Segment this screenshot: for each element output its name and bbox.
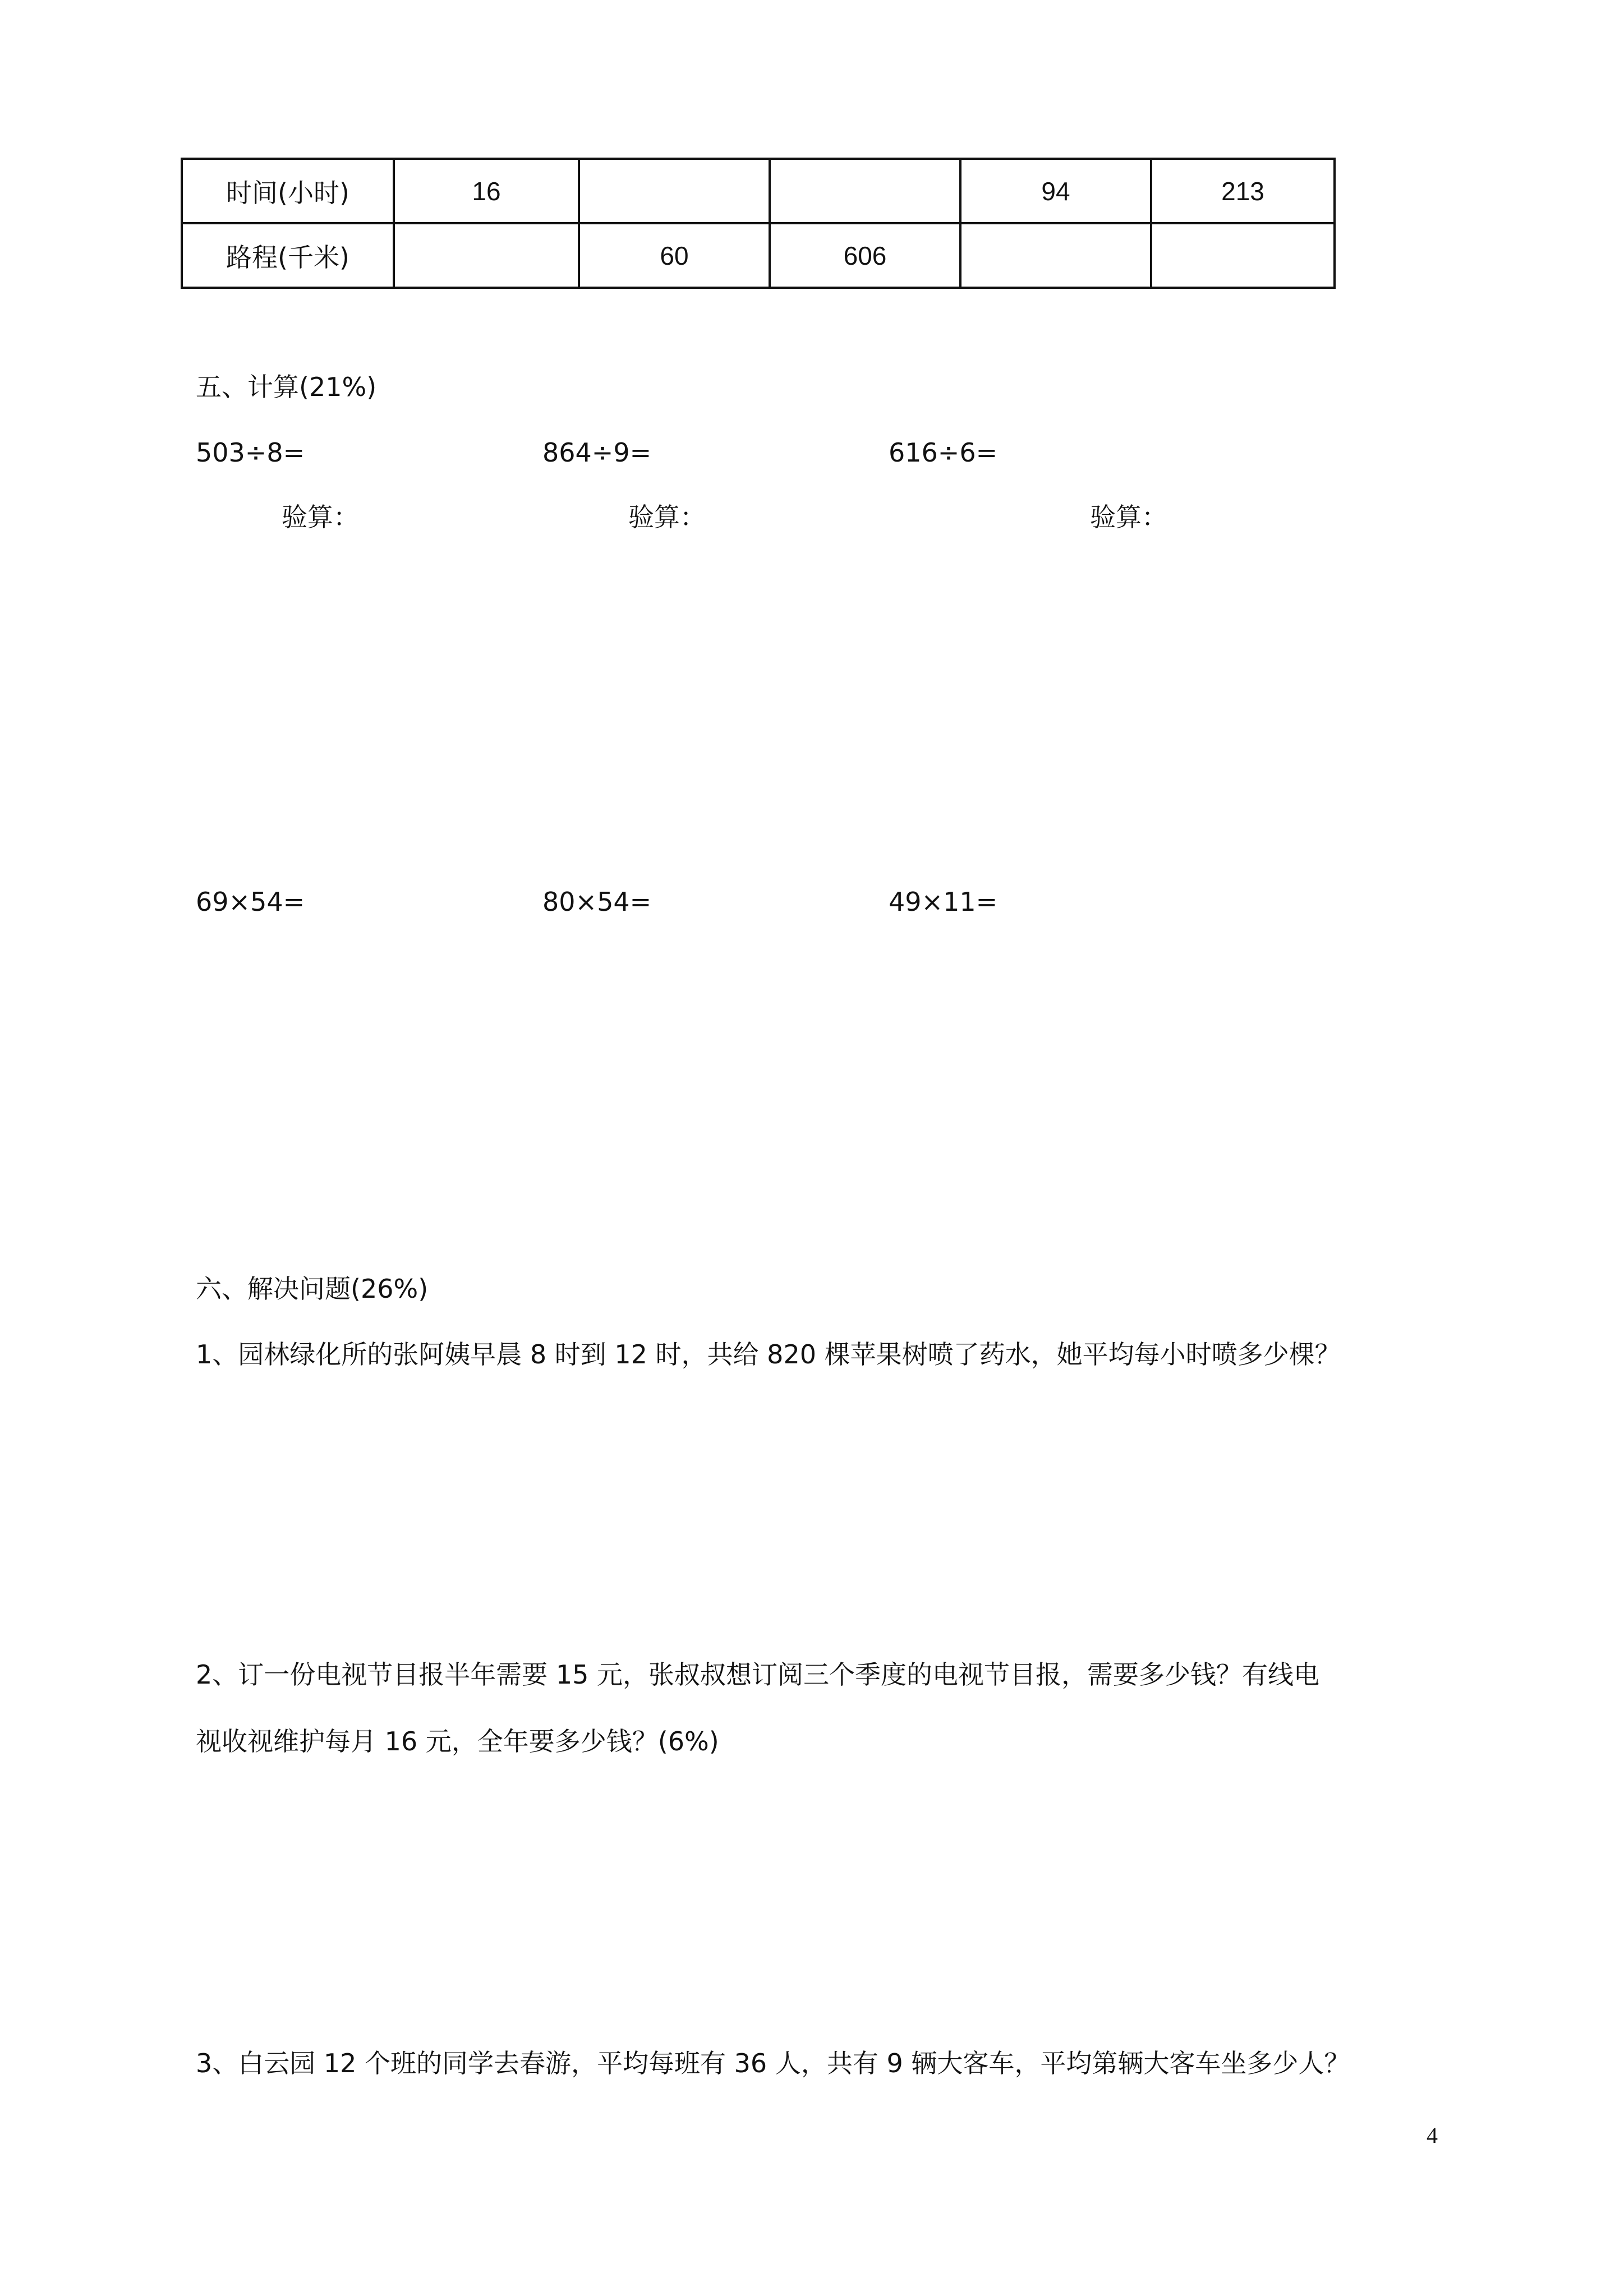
division-problem-3: 616÷6=: [889, 437, 998, 468]
table-row-distance: [182, 223, 1335, 288]
multiplication-problem-2: 80×54=: [542, 887, 652, 917]
section-6-title: 六、解决问题(26%): [196, 1274, 429, 1304]
table-cell: 16: [394, 159, 579, 223]
row-header-distance: 路程(千米): [182, 223, 394, 288]
table-cell: 606: [770, 223, 960, 288]
multiplication-problem-3: 49×11=: [889, 887, 998, 917]
word-problem-2-line-1: 2、订一份电视节目报半年需要 15 元，张叔叔想订阅三个季度的电视节目报，需要多少钱？有线电: [196, 1659, 1320, 1690]
time-distance-table: [181, 158, 1336, 289]
table-cell: [1151, 223, 1335, 288]
division-problem-2: 864÷9=: [542, 437, 652, 468]
word-problem-2-line-2: 视收视维护每月 16 元，全年要多少钱？(6%): [196, 1726, 719, 1756]
word-problem-3: 3、白云园 12 个班的同学去春游，平均每班有 36 人，共有 9 辆大客车，平均第辆大客车坐多少人？: [196, 2048, 1350, 2078]
table-row-time: [182, 159, 1335, 223]
section-5-title: 五、计算(21%): [196, 372, 377, 402]
table-cell: [394, 223, 579, 288]
word-problem-1: 1、园林绿化所的张阿姨早晨 8 时到 12 时，共给 820 棵苹果树喷了药水，她平均每小时喷多少棵？: [196, 1339, 1341, 1370]
table-cell: 94: [960, 159, 1151, 223]
table-cell: [770, 159, 960, 223]
table-cell: 213: [1151, 159, 1335, 223]
multiplication-problem-1: 69×54=: [196, 887, 305, 917]
table-cell: [960, 223, 1151, 288]
table-cell: [579, 159, 770, 223]
check-label-1: 验算：: [282, 502, 359, 532]
check-label-2: 验算：: [628, 502, 706, 532]
check-label-3: 验算：: [1090, 502, 1167, 532]
division-problem-1: 503÷8=: [196, 437, 305, 468]
page-number: 4: [1427, 2123, 1438, 2148]
table-cell: 60: [579, 223, 770, 288]
row-header-time: 时间(小时): [182, 159, 394, 223]
